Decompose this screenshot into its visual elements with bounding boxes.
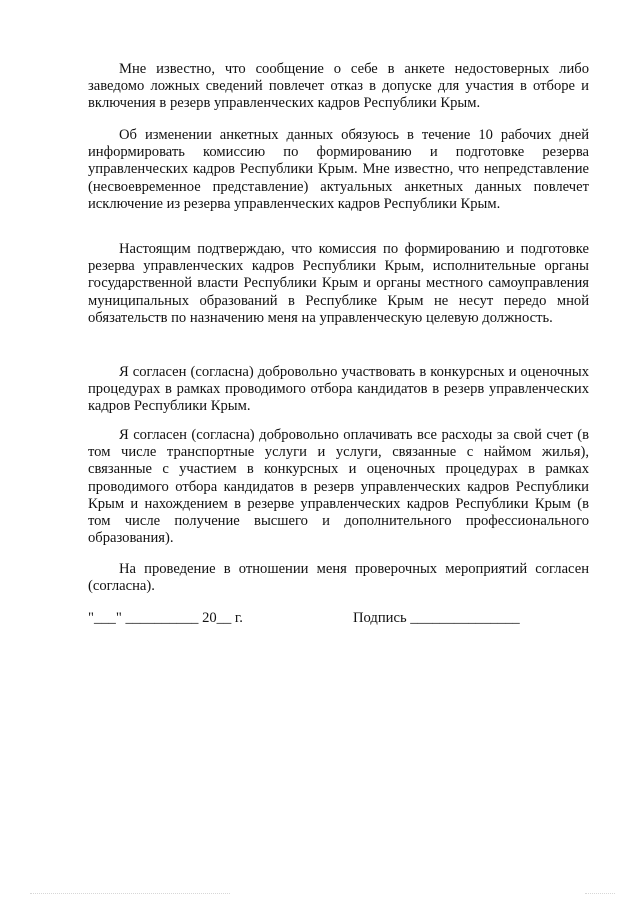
paragraph-expenses-consent: Я согласен (согласна) добровольно оплачивать все расходы за свой счет (в том числе транспортные услуги и услуги, связанные с наймом жилья), связанные с участием в конкурсных и оценочных процедурах в рамках проводимого отбора кандидатов в резерв управленческих кадров Республики Крым и нахождением в резерве управленческих кадров Республики Крым (в том числе получение высшего и дополнительного профессионального образования). [88, 427, 589, 547]
signature-field: Подпись _______________ [353, 610, 520, 626]
paragraph-verification-consent: На проведение в отношении меня проверочных мероприятий согласен (согласна). [88, 561, 589, 595]
paragraph-false-info-consequences: Мне известно, что сообщение о себе в анкете недостоверных либо заведомо ложных сведений повлечет отказ в допуске для участия в отборе и включения в резерв управленческих кадров Республики Крым. [88, 61, 589, 112]
scan-artifact [585, 893, 615, 898]
signature-row [88, 610, 589, 630]
scan-artifact [30, 893, 230, 898]
paragraph-no-obligations-confirmation: Настоящим подтверждаю, что комиссия по формированию и подготовке резерва управленческих кадров Республики Крым, исполнительные органы государственной власти Республики Крым и органы местного самоуправления муниципальных образований в Республике Крым не несут передо мной обязательств по назначению меня на управленческую целевую должность. [88, 241, 589, 326]
paragraph-participation-consent: Я согласен (согласна) добровольно участвовать в конкурсных и оценочных процедурах в рамках проводимого отбора кандидатов в резерв управленческих кадров Республики Крым. [88, 364, 589, 415]
paragraph-data-change-obligation: Об изменении анкетных данных обязуюсь в течение 10 рабочих дней информировать комиссию по формированию и подготовке резерва управленческих кадров Республики Крым. Мне известно, что непредставление (несвоевременное представление) актуальных анкетных данных повлечет исключение из резерва управленческих кадров Республики Крым. [88, 127, 589, 212]
date-field: "___" __________ 20__ г. [88, 610, 243, 626]
